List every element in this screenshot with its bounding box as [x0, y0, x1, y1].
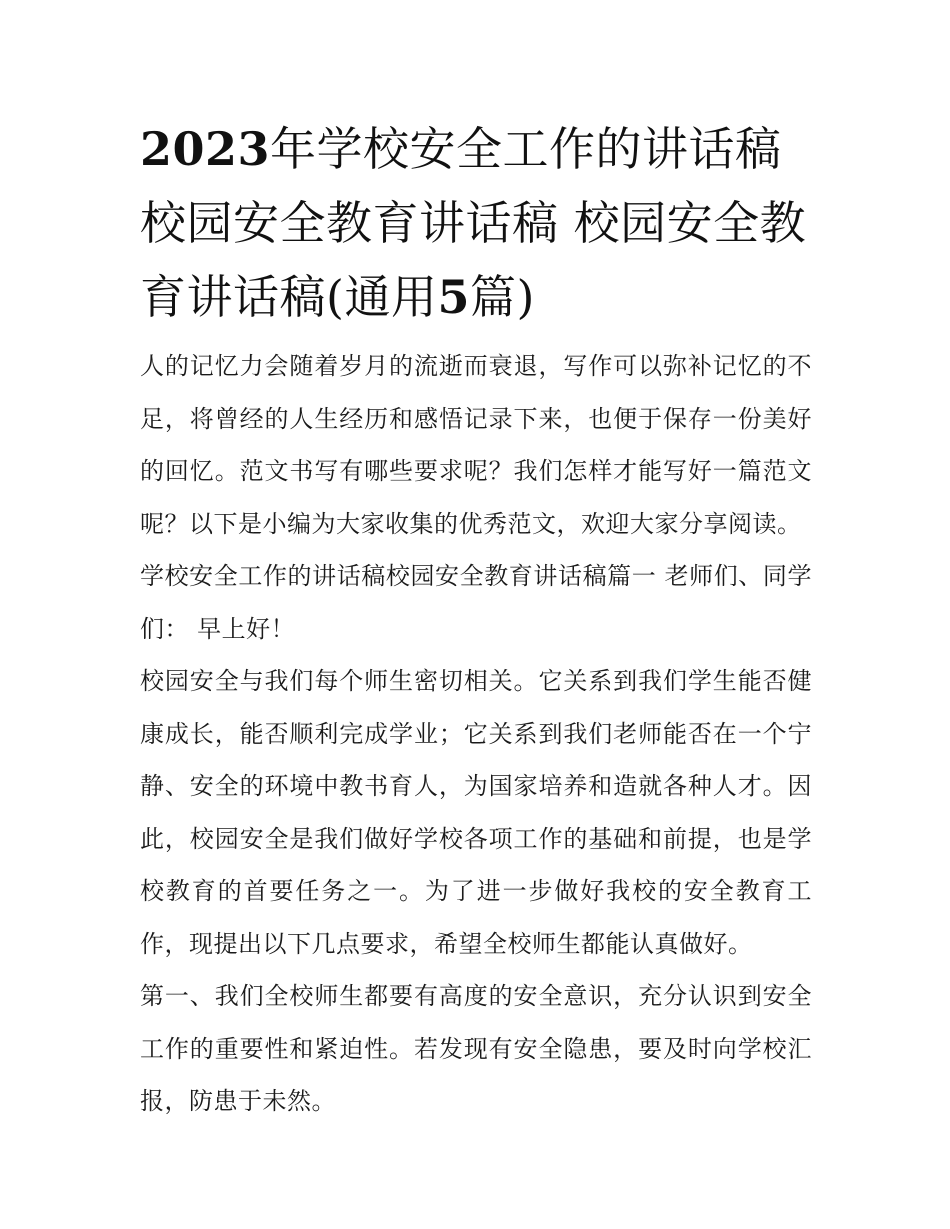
title-year: 2023 [140, 122, 271, 176]
greeting-paragraph: 学校安全工作的讲话稿校园安全教育讲话稿篇一 老师们、同学们： 早上好！ [140, 562, 812, 643]
intro-paragraph: 人的记忆力会随着岁月的流逝而衰退，写作可以弥补记忆的不足，将曾经的人生经历和感悟记录下来，也便于保存一份美好的回忆。范文书写有哪些要求呢？我们怎样才能写好一篇范文呢？以下是小编为大家收集的优秀范文，欢迎大家分享阅读。 [140, 352, 812, 538]
requirement-one-paragraph: 第一、我们全校师生都要有高度的安全意识，充分认识到安全工作的重要性和紧迫性。若发现有安全隐患，要及时向学校汇报，防患于未然。 [140, 982, 812, 1115]
document-body [140, 340, 812, 1128]
title-count: 5 [437, 270, 470, 324]
importance-paragraph: 校园安全与我们每个师生密切相关。它关系到我们学生能否健康成长，能否顺利完成学业；它关系到我们老师能否在一个宁静、安全的环境中教书育人，为国家培养和造就各种人才。因此，校园安全是我们做好学校各项工作的基础和前提，也是学校教育的首要任务之一。为了进一步做好我校的安全教育工作，现提出以下几点要求，希望全校师生都能认真做好。 [140, 667, 812, 958]
document-title [140, 112, 812, 334]
document-content [140, 112, 812, 1128]
title-end: 篇) [469, 270, 535, 324]
title-main: 年学校安全工作的讲话稿校园安全教育讲话稿 校园安全教育讲话稿(通用 [140, 122, 807, 324]
